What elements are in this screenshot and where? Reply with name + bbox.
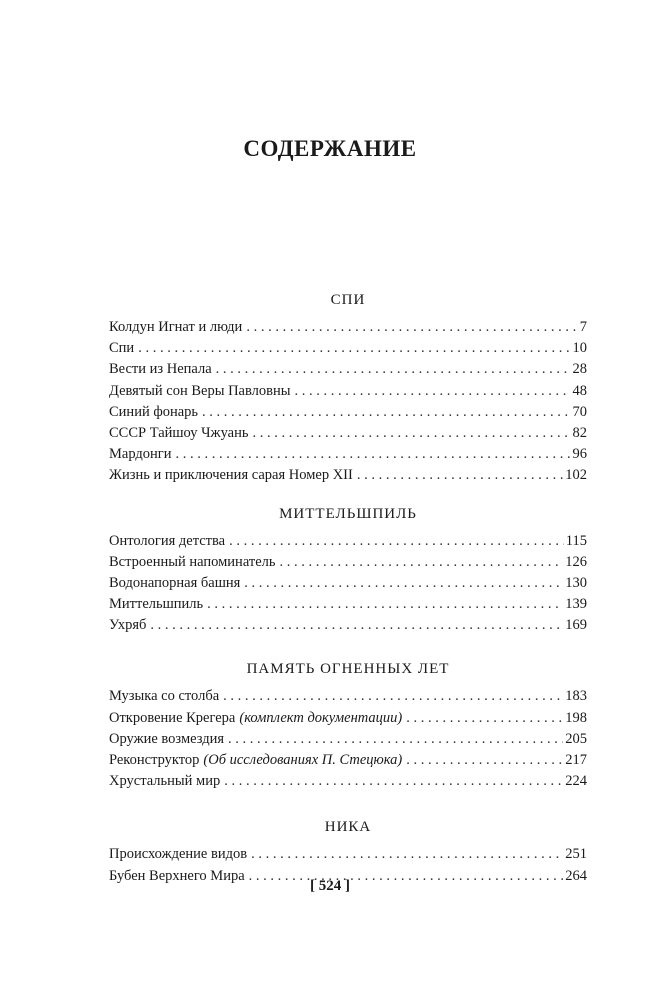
entry-note: (Об исследованиях П. Стецюка)	[203, 752, 403, 768]
toc-entry	[109, 444, 587, 465]
dot-leader	[406, 708, 563, 729]
entry-page: 251	[565, 846, 587, 863]
dot-leader	[224, 771, 563, 792]
toc-entry	[109, 552, 587, 573]
entry-title: Происхождение видов	[109, 846, 248, 863]
dot-leader	[251, 844, 563, 865]
section-spacer	[109, 792, 587, 816]
toc-entry	[109, 615, 587, 636]
entry-page: 183	[565, 688, 587, 705]
toc-entry	[109, 750, 587, 771]
dot-leader	[223, 686, 563, 707]
entry-title: Ухряб	[109, 617, 147, 634]
dot-leader	[406, 750, 563, 771]
dot-leader	[216, 359, 571, 380]
entry-title: Колдун Игнат и люди	[109, 319, 243, 335]
section-nika	[109, 816, 587, 886]
entry-page: 264	[565, 867, 587, 884]
toc-entry	[109, 317, 587, 338]
entry-title: Бубен Верхнего Мира	[109, 867, 245, 884]
toc-entry	[109, 686, 587, 707]
section-heading: МИТТЕЛЬШПИЛЬ	[279, 505, 417, 522]
entry-page: 7	[579, 319, 587, 335]
section-heading: НИКА	[324, 819, 372, 836]
entry-page: 82	[572, 424, 587, 441]
entry-note: (комплект документации)	[239, 709, 403, 726]
entry-title: Оружие возмездия	[109, 730, 225, 747]
dot-leader	[357, 465, 563, 486]
entry-page: 96	[572, 446, 587, 463]
dot-leader	[138, 338, 570, 359]
entry-title: СССР Тайшоу Чжуань	[109, 424, 249, 441]
dot-leader	[252, 423, 570, 444]
table-of-contents	[109, 289, 587, 887]
entry-title: Миттельшпиль	[109, 596, 204, 613]
section-mittelshpil	[109, 503, 587, 637]
entry-title: Онтология детства	[109, 532, 226, 549]
entry-title: Реконструктор	[109, 752, 200, 768]
entry-page: 198	[565, 709, 587, 726]
entry-title: Мардонги	[109, 446, 172, 463]
page-number: [ 524 ]	[310, 878, 350, 894]
entry-title: Встроенный напоминатель	[109, 553, 276, 570]
toc-entry	[109, 423, 587, 444]
entry-title: Водонапорная башня	[109, 574, 241, 591]
dot-leader	[150, 615, 563, 636]
entry-title: Музыка со столба	[109, 688, 220, 705]
entry-page: 126	[565, 553, 587, 570]
entry-page: 102	[565, 467, 587, 484]
entry-page: 205	[565, 730, 587, 747]
entry-title: Спи	[109, 340, 135, 357]
toc-entry	[109, 381, 587, 402]
entry-page: 130	[565, 574, 587, 591]
section-spi	[109, 289, 587, 487]
entry-title: Жизнь и приключения сарая Номер XII	[109, 467, 353, 484]
entry-title: Вести из Непала	[109, 361, 212, 378]
dot-leader	[202, 402, 570, 423]
section-pamyat	[109, 658, 587, 792]
entry-title: Хрустальный мир	[109, 773, 221, 790]
entry-page: 169	[565, 617, 587, 634]
entry-page: 70	[572, 403, 587, 420]
toc-entry	[109, 359, 587, 380]
toc-entry	[109, 594, 587, 615]
toc-entry	[109, 338, 587, 359]
entry-page: 139	[565, 596, 587, 613]
entry-title: Откровение Крегера	[109, 709, 236, 726]
toc-entry	[109, 573, 587, 594]
section-heading: СПИ	[330, 292, 366, 308]
toc-entry	[109, 708, 587, 729]
dot-leader	[280, 552, 564, 573]
section-spacer	[109, 636, 587, 658]
entry-page: 217	[565, 752, 587, 768]
toc-entry	[109, 402, 587, 423]
toc-entry	[109, 729, 587, 750]
dot-leader	[229, 531, 564, 552]
entry-title: Синий фонарь	[109, 403, 199, 420]
entry-page: 224	[565, 773, 587, 790]
dot-leader	[294, 381, 570, 402]
toc-entry	[109, 844, 587, 865]
toc-entry	[109, 771, 587, 792]
dot-leader	[207, 594, 563, 615]
section-heading: ПАМЯТЬ ОГНЕННЫХ ЛЕТ	[246, 661, 450, 678]
entry-title: Девятый сон Веры Павловны	[109, 382, 291, 399]
toc-entry	[109, 465, 587, 486]
entry-page: 48	[572, 382, 587, 399]
dot-leader	[228, 729, 563, 750]
entry-page: 28	[572, 361, 587, 378]
toc-entry	[109, 531, 587, 552]
entry-page: 10	[572, 340, 587, 357]
section-spacer	[109, 487, 587, 503]
page-title: СОДЕРЖАНИЕ	[243, 136, 417, 162]
dot-leader	[246, 317, 577, 338]
dot-leader	[175, 444, 570, 465]
entry-page: 115	[565, 532, 587, 549]
dot-leader	[244, 573, 563, 594]
